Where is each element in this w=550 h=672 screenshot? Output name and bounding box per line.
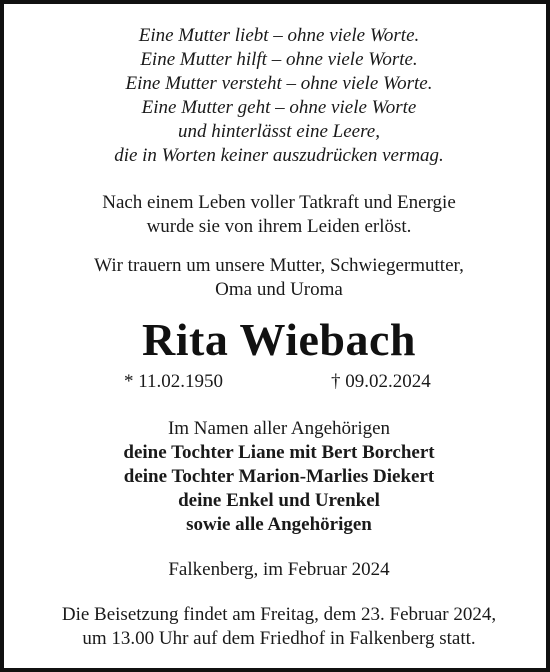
- poem-line: Eine Mutter liebt – ohne viele Worte.: [138, 25, 420, 46]
- intro-line: wurde sie von ihrem Leiden erlöst.: [146, 216, 412, 237]
- place-date: Falkenberg, im Februar 2024: [168, 559, 390, 580]
- family-member: deine Tochter Marion-Marlies Diekert: [123, 466, 435, 487]
- family-heading: Im Namen aller Angehörigen: [167, 418, 391, 439]
- mourning-line: Oma und Uroma: [215, 279, 343, 300]
- poem-line: die in Worten keiner auszudrücken vermag.: [114, 145, 444, 166]
- deceased-name: Rita Wiebach: [142, 314, 416, 365]
- mourning-line: Wir trauern um unsere Mutter, Schwiegermutter,: [94, 255, 464, 276]
- intro-line: Nach einem Leben voller Tatkraft und Energie: [102, 192, 456, 213]
- poem-line: und hinterlässt eine Leere,: [178, 121, 380, 142]
- funeral-line: Die Beisetzung findet am Freitag, dem 23. Februar 2024,: [61, 604, 497, 625]
- family-member: deine Enkel und Urenkel: [178, 490, 380, 511]
- family-member: sowie alle Angehörigen: [186, 514, 372, 535]
- death-date: † 09.02.2024: [331, 371, 431, 392]
- birth-date: * 11.02.1950: [124, 371, 224, 392]
- poem-line: Eine Mutter versteht – ohne viele Worte.: [125, 73, 433, 94]
- poem-line: Eine Mutter geht – ohne viele Worte: [141, 97, 417, 118]
- funeral-line: um 13.00 Uhr auf dem Friedhof in Falkenberg statt.: [82, 628, 476, 649]
- family-member: deine Tochter Liane mit Bert Borchert: [123, 442, 435, 463]
- poem-line: Eine Mutter hilft – ohne viele Worte.: [140, 49, 418, 70]
